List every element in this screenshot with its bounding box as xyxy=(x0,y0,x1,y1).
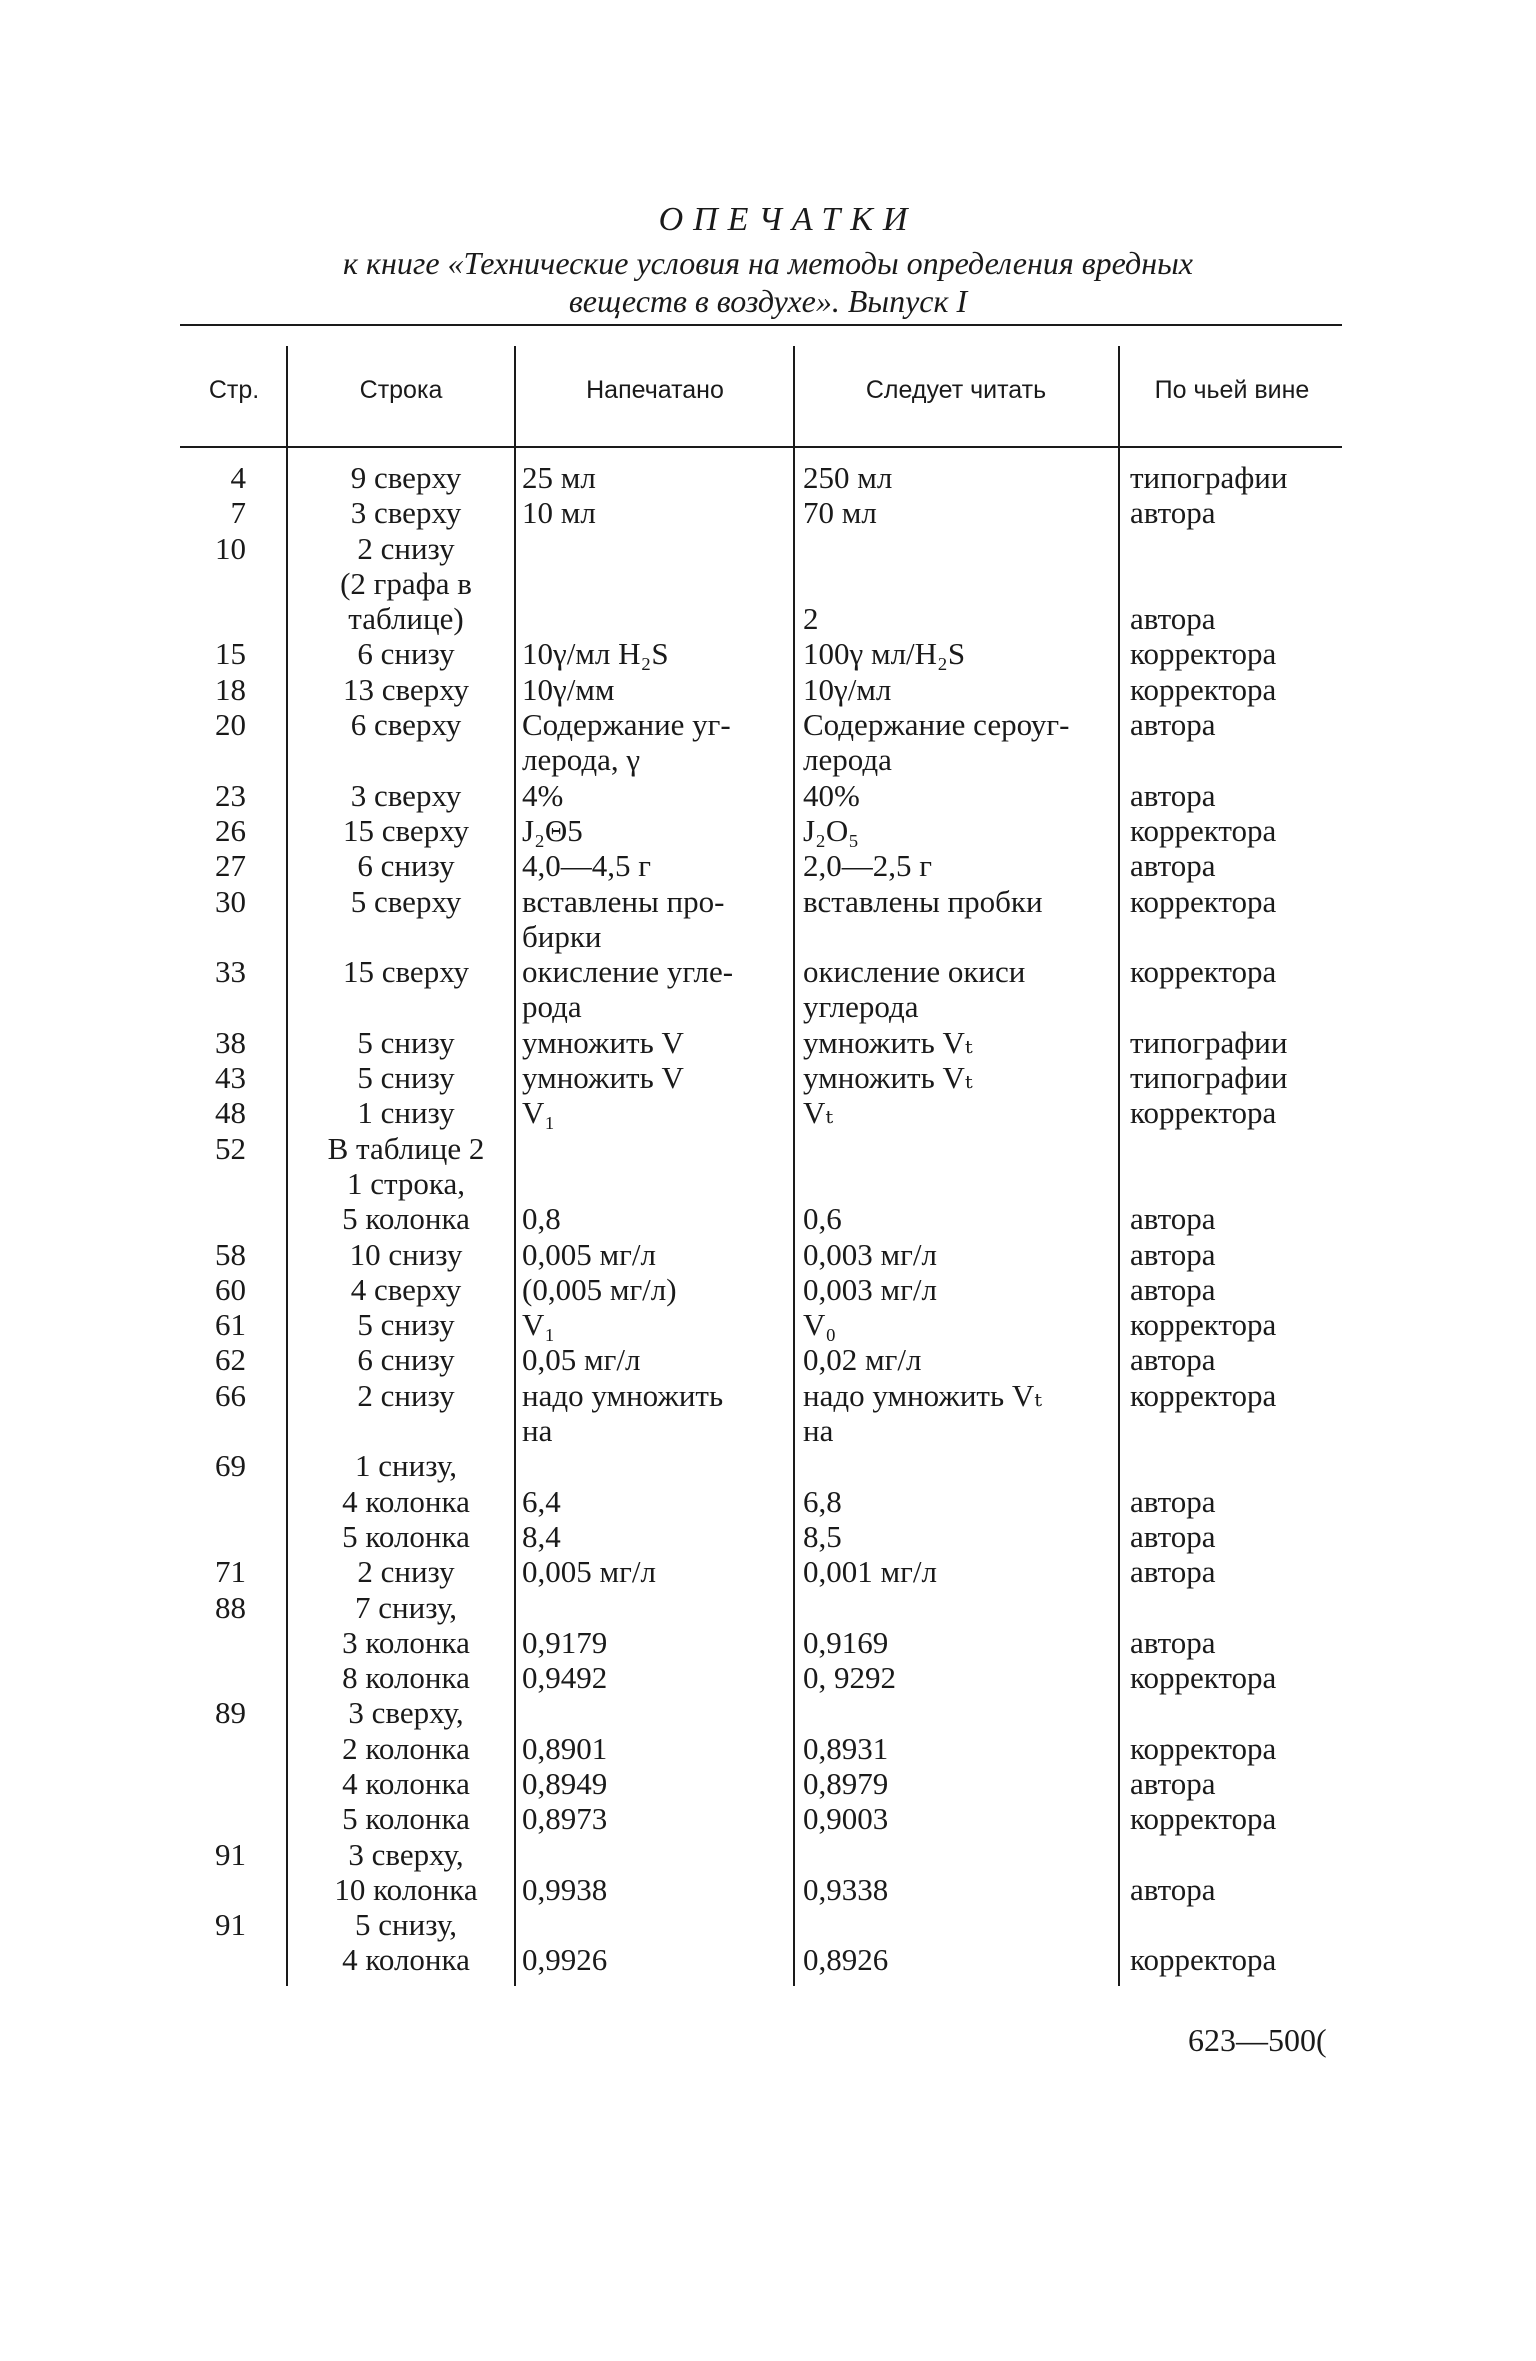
cell-line: 5 снизу xyxy=(357,1024,455,1060)
cell-line: 5 колонка xyxy=(342,1801,470,1837)
cell-should-read: 0, 9292 xyxy=(803,1660,896,1696)
cell-page: 26 xyxy=(215,812,246,848)
cell-fault: автора xyxy=(1130,1624,1216,1660)
table-row xyxy=(0,884,1536,919)
cell-printed: лерода, γ xyxy=(522,742,641,778)
table-row xyxy=(0,1378,1536,1413)
cell-page: 33 xyxy=(215,954,246,990)
cell-line: 5 колонка xyxy=(342,1201,470,1237)
cell-page: 15 xyxy=(215,636,246,672)
table-row xyxy=(0,1801,1536,1836)
cell-should-read: 8,5 xyxy=(803,1518,842,1554)
cell-line: 10 снизу xyxy=(349,1236,463,1272)
cell-line: 10 колонка xyxy=(334,1871,478,1907)
cell-fault: корректора xyxy=(1130,1095,1277,1131)
table-row xyxy=(0,636,1536,671)
cell-page: 48 xyxy=(215,1095,246,1131)
cell-should-read: 2,0—2,5 г xyxy=(803,848,932,884)
cell-printed: 10 мл xyxy=(522,495,596,531)
cell-line: 13 сверху xyxy=(342,671,470,707)
cell-should-read: 0,6 xyxy=(803,1201,842,1237)
table-row xyxy=(0,1766,1536,1801)
table-row xyxy=(0,1625,1536,1660)
table-row xyxy=(0,1131,1536,1166)
cell-printed: J₂Θ5 xyxy=(522,812,583,848)
header-bottom-rule xyxy=(180,446,1342,448)
cell-fault: корректора xyxy=(1130,1307,1277,1343)
cell-line: 5 снизу xyxy=(357,1060,455,1096)
cell-line: 1 снизу xyxy=(357,1095,455,1131)
table-row xyxy=(0,672,1536,707)
cell-line: 3 колонка xyxy=(342,1624,470,1660)
cell-fault: корректора xyxy=(1130,954,1277,990)
cell-should-read: лерода xyxy=(803,742,892,778)
cell-line: 2 колонка xyxy=(342,1730,470,1766)
cell-printed: 4% xyxy=(522,777,564,813)
cell-line: 6 снизу xyxy=(357,1342,455,1378)
cell-should-read: 0,9338 xyxy=(803,1871,889,1907)
cell-should-read: 100γ мл/H₂S xyxy=(803,636,966,672)
cell-page: 20 xyxy=(215,707,246,743)
cell-line: 3 сверху, xyxy=(348,1836,464,1872)
cell-printed: умножить V xyxy=(522,1060,684,1096)
cell-should-read: 0,001 мг/л xyxy=(803,1554,937,1590)
cell-page: 52 xyxy=(215,1130,246,1166)
table-row xyxy=(0,1695,1536,1730)
cell-page: 23 xyxy=(215,777,246,813)
cell-fault: типографии xyxy=(1130,1024,1288,1060)
cell-should-read: 0,003 мг/л xyxy=(803,1236,937,1272)
cell-printed: 0,005 мг/л xyxy=(522,1236,656,1272)
cell-line: 4 колонка xyxy=(342,1765,470,1801)
header-page: Стр. xyxy=(208,376,260,404)
cell-should-read: 10γ/мл xyxy=(803,671,892,707)
cell-should-read: 0,8926 xyxy=(803,1942,889,1978)
table-row xyxy=(0,1060,1536,1095)
cell-should-read: Содержание сероуг- xyxy=(803,707,1070,743)
cell-line: 2 снизу xyxy=(357,530,455,566)
table-row xyxy=(0,919,1536,954)
cell-line: 5 сверху xyxy=(350,883,462,919)
subtitle-line-2: веществ в воздухе». Выпуск I xyxy=(568,283,968,319)
cell-printed: 10γ/мм xyxy=(522,671,615,707)
table-row xyxy=(0,460,1536,495)
cell-should-read: Vₜ xyxy=(803,1095,834,1131)
cell-fault: корректора xyxy=(1130,1942,1277,1978)
cell-line: 3 сверху xyxy=(350,777,462,813)
cell-fault: типографии xyxy=(1130,460,1288,495)
errata-table-body xyxy=(0,460,1536,1978)
table-row xyxy=(0,1342,1536,1377)
cell-printed: на xyxy=(522,1413,553,1449)
cell-should-read: 0,9169 xyxy=(803,1624,889,1660)
cell-fault: корректора xyxy=(1130,671,1277,707)
cell-page: 30 xyxy=(215,883,246,919)
table-row xyxy=(0,1025,1536,1060)
cell-fault: автора xyxy=(1130,1483,1216,1519)
table-row xyxy=(0,1837,1536,1872)
cell-fault: автора xyxy=(1130,495,1216,531)
header-should-read: Следует читать xyxy=(865,376,1047,404)
cell-printed: 0,8 xyxy=(522,1201,561,1237)
cell-line: 1 снизу, xyxy=(355,1448,457,1484)
table-row xyxy=(0,989,1536,1024)
table-row xyxy=(0,1554,1536,1589)
cell-fault: автора xyxy=(1130,777,1216,813)
cell-line: 2 снизу xyxy=(357,1377,455,1413)
cell-fault: корректора xyxy=(1130,636,1277,672)
footer-code: 623—500( xyxy=(1188,2022,1327,2058)
table-row xyxy=(0,1519,1536,1554)
table-row xyxy=(0,1095,1536,1130)
header-whose-fault: По чьей вине xyxy=(1154,376,1310,404)
cell-fault: автора xyxy=(1130,1518,1216,1554)
cell-fault: автора xyxy=(1130,707,1216,743)
cell-printed: 8,4 xyxy=(522,1518,561,1554)
cell-fault: корректора xyxy=(1130,812,1277,848)
cell-fault: автора xyxy=(1130,1236,1216,1272)
cell-line: 2 снизу xyxy=(357,1554,455,1590)
cell-printed: 0,8949 xyxy=(522,1765,608,1801)
cell-printed: рода xyxy=(522,989,582,1025)
cell-should-read: окисление окиси xyxy=(803,954,1026,990)
cell-line: 15 сверху xyxy=(342,954,470,990)
cell-fault: автора xyxy=(1130,601,1216,637)
cell-should-read: 0,02 мг/л xyxy=(803,1342,922,1378)
table-row xyxy=(0,742,1536,777)
cell-should-read: умножить Vₜ xyxy=(803,1060,973,1096)
cell-line: таблице) xyxy=(348,601,464,637)
cell-printed: 0,9938 xyxy=(522,1871,608,1907)
cell-line: 1 строка, xyxy=(346,1165,466,1201)
cell-line: 5 снизу, xyxy=(355,1907,457,1943)
table-row xyxy=(0,1307,1536,1342)
cell-line: 4 сверху xyxy=(350,1271,462,1307)
cell-printed: 0,05 мг/л xyxy=(522,1342,641,1378)
cell-should-read: 0,8931 xyxy=(803,1730,889,1766)
cell-should-read: углерода xyxy=(803,989,919,1025)
cell-printed: 25 мл xyxy=(522,460,596,495)
table-row xyxy=(0,954,1536,989)
table-row xyxy=(0,566,1536,601)
table-row xyxy=(0,531,1536,566)
cell-line: 3 сверху xyxy=(350,495,462,531)
cell-fault: корректора xyxy=(1130,1660,1277,1696)
cell-page: 60 xyxy=(215,1271,246,1307)
cell-line: 5 колонка xyxy=(342,1518,470,1554)
cell-printed: 0,8901 xyxy=(522,1730,608,1766)
cell-should-read: надо умножить Vₜ xyxy=(803,1377,1042,1413)
title-block xyxy=(0,200,1536,320)
cell-page: 43 xyxy=(215,1060,246,1096)
header-printed: Напечатано xyxy=(586,376,724,404)
table-row xyxy=(0,1590,1536,1625)
cell-should-read: 6,8 xyxy=(803,1483,842,1519)
cell-line: 6 снизу xyxy=(357,636,455,672)
cell-line: 4 колонка xyxy=(342,1483,470,1519)
cell-printed: 6,4 xyxy=(522,1483,561,1519)
cell-page: 69 xyxy=(215,1448,246,1484)
table-row xyxy=(0,1731,1536,1766)
cell-line: 6 сверху xyxy=(350,707,462,743)
cell-line: 5 снизу xyxy=(357,1307,455,1343)
cell-fault: корректора xyxy=(1130,1801,1277,1837)
page-title: ОПЕЧАТКИ xyxy=(658,201,918,238)
cell-fault: типографии xyxy=(1130,1060,1288,1096)
header-line: Строка xyxy=(359,376,443,404)
cell-fault: корректора xyxy=(1130,1730,1277,1766)
cell-page: 4 xyxy=(230,460,246,495)
cell-should-read: вставлены пробки xyxy=(803,883,1043,919)
cell-should-read: 40% xyxy=(803,777,860,813)
cell-should-read: V₀ xyxy=(803,1307,837,1343)
cell-page: 91 xyxy=(215,1907,246,1943)
table-row xyxy=(0,1660,1536,1695)
table-row xyxy=(0,1201,1536,1236)
cell-page: 18 xyxy=(215,671,246,707)
cell-fault: автора xyxy=(1130,1201,1216,1237)
table-row xyxy=(0,1237,1536,1272)
table-row xyxy=(0,813,1536,848)
cell-fault: автора xyxy=(1130,1871,1216,1907)
cell-line: 8 колонка xyxy=(342,1660,470,1696)
cell-printed: вставлены про- xyxy=(522,883,725,919)
table-row xyxy=(0,1872,1536,1907)
table-row xyxy=(0,601,1536,636)
table-row xyxy=(0,1413,1536,1448)
cell-printed: 0,8973 xyxy=(522,1801,608,1837)
table-row xyxy=(0,707,1536,742)
cell-printed: 4,0—4,5 г xyxy=(522,848,651,884)
cell-page: 88 xyxy=(215,1589,246,1625)
cell-should-read: J₂O₅ xyxy=(803,812,860,848)
cell-line: (2 графа в xyxy=(340,565,472,601)
table-row xyxy=(0,1448,1536,1483)
cell-printed: бирки xyxy=(522,918,602,954)
cell-printed: окисление угле- xyxy=(522,954,734,990)
cell-should-read: 0,003 мг/л xyxy=(803,1271,937,1307)
cell-printed: 0,9179 xyxy=(522,1624,608,1660)
cell-fault: автора xyxy=(1130,848,1216,884)
cell-should-read: 70 мл xyxy=(803,495,877,531)
cell-printed: (0,005 мг/л) xyxy=(522,1271,677,1307)
cell-line: 7 снизу, xyxy=(355,1589,457,1625)
cell-printed: 10γ/мл H₂S xyxy=(522,636,669,672)
cell-fault: корректора xyxy=(1130,883,1277,919)
table-row xyxy=(0,1166,1536,1201)
table-row xyxy=(0,778,1536,813)
cell-page: 61 xyxy=(215,1307,246,1343)
cell-should-read: 0,9003 xyxy=(803,1801,889,1837)
cell-should-read: на xyxy=(803,1413,834,1449)
cell-line: 15 сверху xyxy=(342,812,470,848)
cell-page: 7 xyxy=(230,495,246,531)
cell-page: 89 xyxy=(215,1695,246,1731)
table-row xyxy=(0,1272,1536,1307)
cell-printed: надо умножить xyxy=(522,1377,724,1413)
cell-page: 38 xyxy=(215,1024,246,1060)
table-top-rule xyxy=(180,324,1342,326)
cell-printed: V₁ xyxy=(522,1095,556,1131)
cell-line: 3 сверху, xyxy=(348,1695,464,1731)
subtitle-line-1: к книге «Технические условия на методы определения вредных xyxy=(343,245,1193,281)
cell-fault: корректора xyxy=(1130,1377,1277,1413)
cell-page: 66 xyxy=(215,1377,246,1413)
cell-line: 6 снизу xyxy=(357,848,455,884)
cell-should-read: умножить Vₜ xyxy=(803,1024,973,1060)
cell-page: 58 xyxy=(215,1236,246,1272)
cell-fault: автора xyxy=(1130,1765,1216,1801)
table-row xyxy=(0,495,1536,530)
cell-fault: автора xyxy=(1130,1342,1216,1378)
cell-page: 71 xyxy=(215,1554,246,1590)
cell-line: В таблице 2 xyxy=(327,1130,485,1166)
cell-printed: Содержание уг- xyxy=(522,707,731,743)
cell-printed: V₁ xyxy=(522,1307,556,1343)
cell-printed: 0,005 мг/л xyxy=(522,1554,656,1590)
cell-printed: 0,9492 xyxy=(522,1660,608,1696)
cell-should-read: 0,8979 xyxy=(803,1765,889,1801)
table-row xyxy=(0,1942,1536,1977)
table-row xyxy=(0,1484,1536,1519)
cell-should-read: 250 мл xyxy=(803,460,893,495)
cell-line: 4 колонка xyxy=(342,1942,470,1978)
cell-should-read: 2 xyxy=(803,601,819,637)
cell-printed: умножить V xyxy=(522,1024,684,1060)
cell-fault: автора xyxy=(1130,1554,1216,1590)
table-row xyxy=(0,848,1536,883)
cell-page: 91 xyxy=(215,1836,246,1872)
cell-page: 10 xyxy=(215,530,246,566)
cell-page: 27 xyxy=(215,848,246,884)
table-row xyxy=(0,1907,1536,1942)
cell-fault: автора xyxy=(1130,1271,1216,1307)
cell-line: 9 сверху xyxy=(350,460,462,495)
cell-page: 62 xyxy=(215,1342,246,1378)
cell-printed: 0,9926 xyxy=(522,1942,608,1978)
